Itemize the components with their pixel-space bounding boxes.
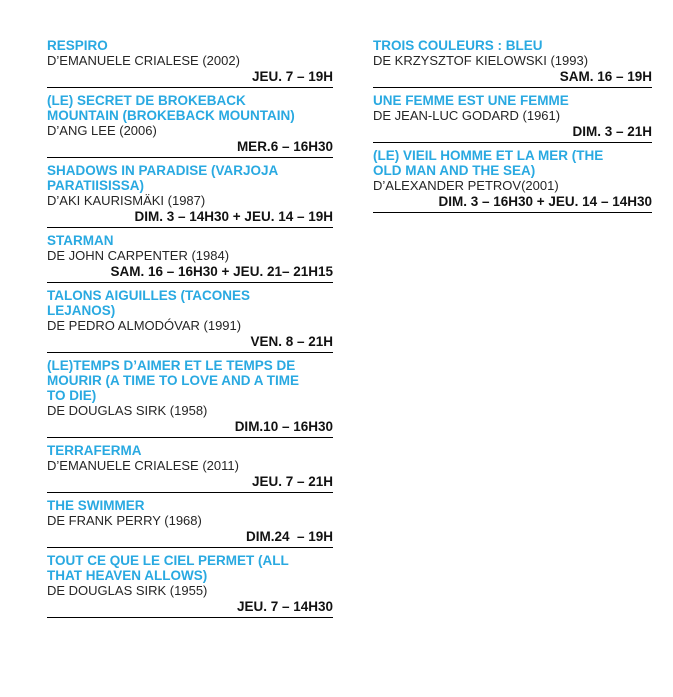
film-showtime: DIM. 3 – 21H [572, 124, 652, 139]
film-showtime: SAM. 16 – 16H30 + JEU. 21– 21H15 [110, 264, 333, 279]
film-title-line: RESPIRO [47, 38, 108, 53]
film-title-line: SHADOWS IN PARADISE (VARJOJA [47, 163, 279, 178]
film-showtime: DIM.10 – 16H30 [234, 419, 333, 434]
film-director: DE JOHN CARPENTER (1984) [47, 248, 230, 263]
film-title [47, 443, 333, 458]
film-entry [47, 438, 333, 493]
film-entry [47, 283, 333, 353]
film-director: DE DOUGLAS SIRK (1955) [47, 583, 208, 598]
film-showtime: VEN. 8 – 21H [250, 334, 333, 349]
film-showtime: JEU. 7 – 19H [251, 69, 333, 84]
film-title-line: MOUNTAIN (BROKEBACK MOUNTAIN) [47, 108, 295, 123]
film-director: DE DOUGLAS SIRK (1958) [47, 403, 208, 418]
film-entry [47, 88, 333, 158]
film-title-line: THE SWIMMER [47, 498, 145, 513]
film-entry [47, 158, 333, 228]
film-title-line: TOUT CE QUE LE CIEL PERMET (ALL [47, 553, 289, 568]
film-title-line: PARATIISISSA) [47, 178, 145, 193]
film-showtime: MER.6 – 16H30 [236, 139, 333, 154]
film-title [47, 553, 333, 583]
film-entry [373, 88, 652, 143]
film-title-line: (LE)TEMPS D’AIMER ET LE TEMPS DE [47, 358, 296, 373]
program-column-left [47, 33, 333, 618]
film-title [373, 38, 652, 53]
film-title-line: LEJANOS) [47, 303, 116, 318]
film-entry [47, 353, 333, 438]
film-title-line: OLD MAN AND THE SEA) [373, 163, 536, 178]
film-title-line: UNE FEMME EST UNE FEMME [373, 93, 569, 108]
film-title [47, 163, 333, 193]
film-entry [47, 33, 333, 88]
film-entry [47, 548, 333, 618]
film-title [47, 288, 333, 318]
film-director: DE JEAN-LUC GODARD (1961) [373, 108, 561, 123]
film-title-line: TALONS AIGUILLES (TACONES [47, 288, 250, 303]
film-director: DE PEDRO ALMODÓVAR (1991) [47, 318, 242, 333]
film-title [373, 148, 652, 178]
film-entry [373, 143, 652, 213]
film-title [47, 233, 333, 248]
film-director: D’EMANUELE CRIALESE (2011) [47, 458, 239, 473]
film-title [47, 498, 333, 513]
film-showtime: SAM. 16 – 19H [559, 69, 652, 84]
film-showtime: DIM. 3 – 14H30 + JEU. 14 – 19H [134, 209, 333, 224]
film-title [47, 38, 333, 53]
film-director: D’EMANUELE CRIALESE (2002) [47, 53, 240, 68]
film-title [47, 93, 333, 123]
film-director: DE KRZYSZTOF KIELOWSKI (1993) [373, 53, 589, 68]
film-entry [47, 228, 333, 283]
film-title [47, 358, 333, 403]
film-title [373, 93, 652, 108]
film-director: D’ALEXANDER PETROV(2001) [373, 178, 559, 193]
film-title-line: TO DIE) [47, 388, 97, 403]
film-title-line: (LE) VIEIL HOMME ET LA MER (THE [373, 148, 604, 163]
film-title-line: TROIS COULEURS : BLEU [373, 38, 543, 53]
film-showtime: JEU. 7 – 14H30 [236, 599, 333, 614]
film-entry [373, 33, 652, 88]
film-title-line: THAT HEAVEN ALLOWS) [47, 568, 208, 583]
film-title-line: MOURIR (A TIME TO LOVE AND A TIME [47, 373, 299, 388]
film-showtime: DIM.24 – 19H [245, 529, 333, 544]
program-column-right [373, 33, 652, 213]
film-entry [47, 493, 333, 548]
film-showtime: DIM. 3 – 16H30 + JEU. 14 – 14H30 [438, 194, 652, 209]
film-showtime: JEU. 7 – 21H [251, 474, 333, 489]
film-director: DE FRANK PERRY (1968) [47, 513, 202, 528]
film-director: D’AKI KAURISMÄKI (1987) [47, 193, 206, 208]
film-title-line: (LE) SECRET DE BROKEBACK [47, 93, 246, 108]
film-title-line: TERRAFERMA [47, 443, 142, 458]
film-director: D’ANG LEE (2006) [47, 123, 157, 138]
film-title-line: STARMAN [47, 233, 114, 248]
